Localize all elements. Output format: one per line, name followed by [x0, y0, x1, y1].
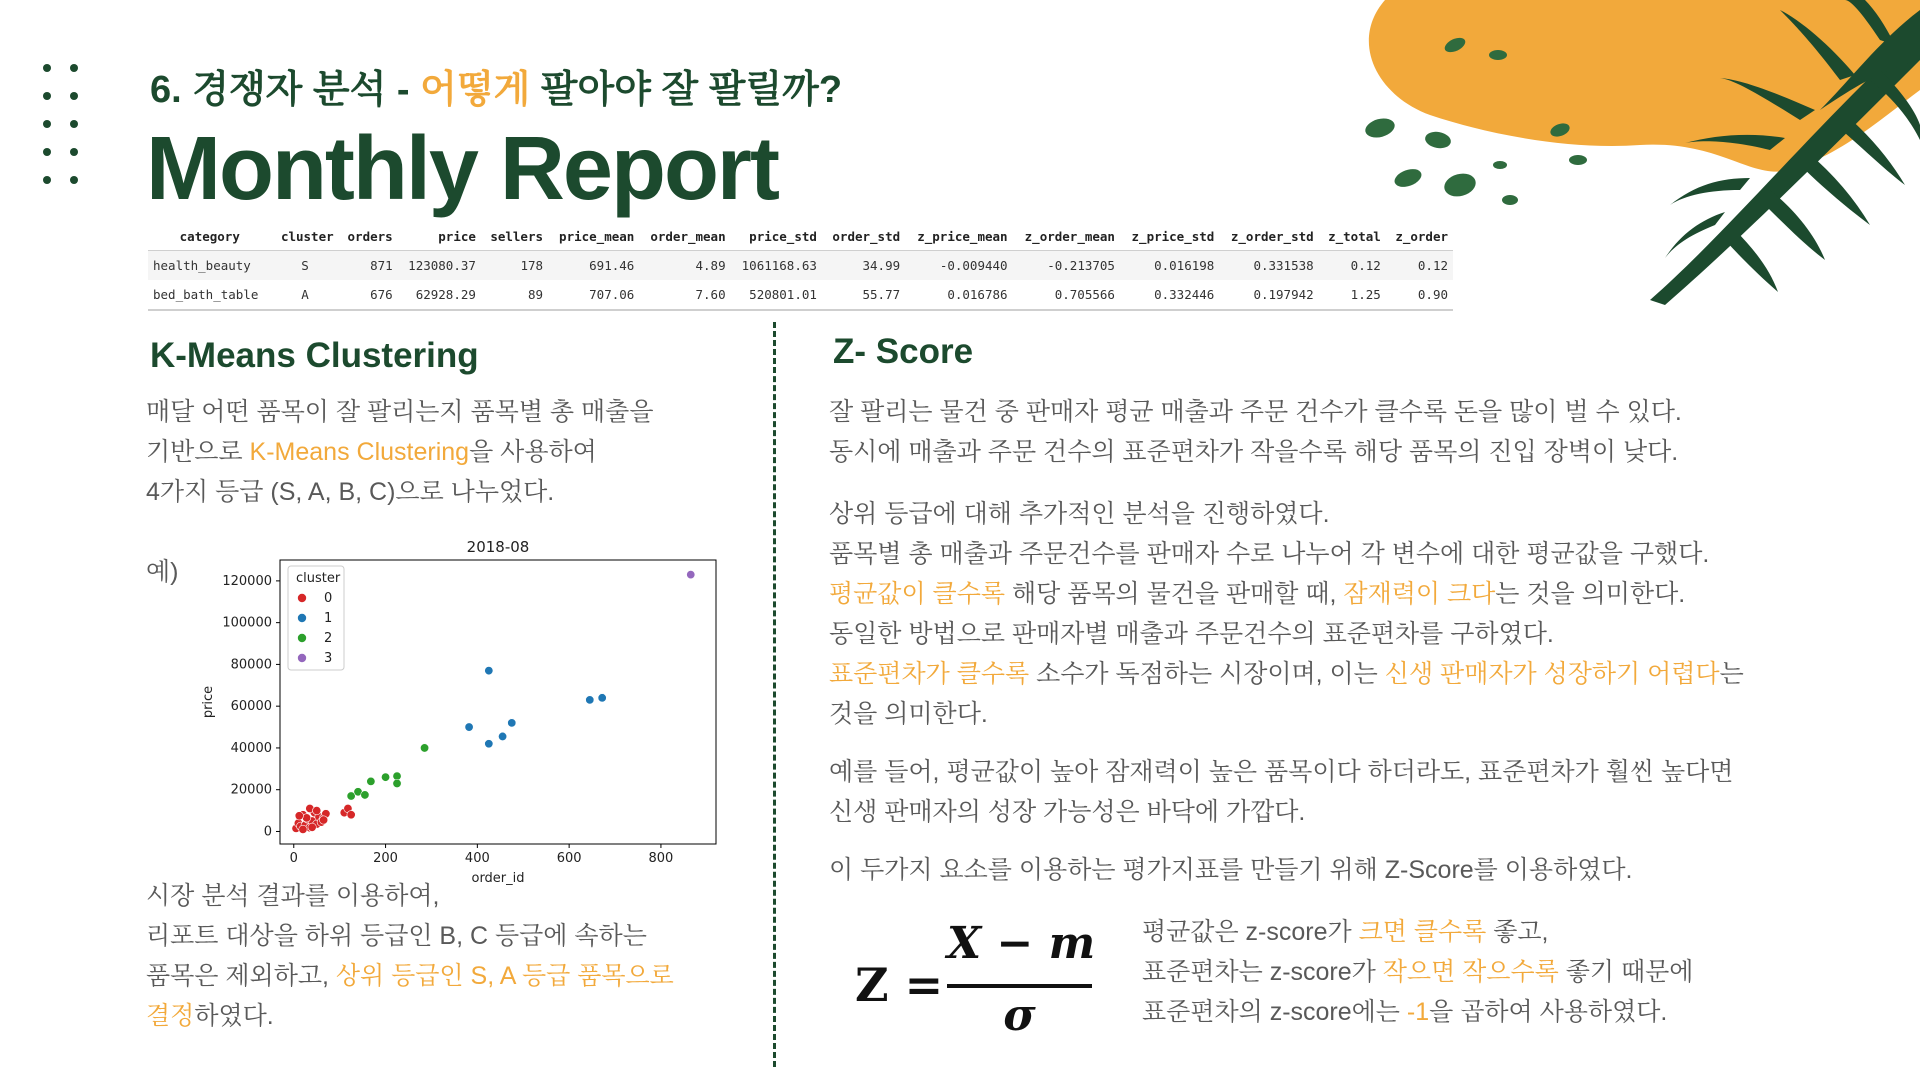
section-subtitle: 6. 경쟁자 분석 - 어떻게 팔아야 잘 팔릴까? [150, 69, 843, 111]
column-header: order_std [832, 229, 901, 245]
table-cell: bed_bath_table [153, 287, 259, 302]
y-tick-label: 20000 [230, 782, 272, 798]
formula-fraction-bar [947, 984, 1092, 988]
legend-marker [298, 594, 306, 602]
table-header-row [148, 224, 1453, 250]
x-tick-label: 200 [373, 851, 398, 866]
subtitle-highlight: 어떻게 [420, 69, 531, 111]
y-tick-label: 0 [263, 824, 272, 840]
table-row [148, 250, 1453, 280]
zscore-p4: 이 두가지 요소를 이용하는 평가지표를 만들기 위해 Z-Score를 이용하였다. [829, 856, 1633, 884]
table-cell: 0.331538 [1219, 250, 1318, 280]
column-header: price_std [749, 229, 817, 245]
table-cell: 7.60 [695, 287, 726, 302]
table-cell: -0.009440 [905, 250, 1012, 280]
y-tick-label: 80000 [230, 657, 272, 673]
data-point [465, 723, 473, 731]
table-cell: 676 [370, 287, 393, 302]
legend-label: 2 [324, 631, 333, 646]
plot-frame [280, 560, 716, 844]
kmeans-heading: K-Means Clustering [150, 336, 479, 375]
column-header: order_mean [650, 229, 726, 245]
formula-numerator: X − m [947, 918, 1096, 969]
legend-label: 0 [324, 591, 333, 606]
table-cell: 871 [339, 250, 398, 280]
data-point [347, 811, 355, 819]
legend-marker [298, 614, 306, 622]
data-point [498, 732, 506, 740]
data-point [361, 791, 369, 799]
table-cell: 62928.29 [415, 287, 476, 302]
column-header: sellers [490, 229, 544, 245]
data-point [485, 740, 493, 748]
column-header: z_price_std [1131, 229, 1215, 245]
column-header: z_price_mean [917, 229, 1008, 245]
x-tick-label: 600 [556, 851, 582, 866]
zscore-formula [855, 918, 1096, 1041]
data-point [687, 570, 695, 578]
column-header: z_order_std [1230, 229, 1314, 245]
column-header: cluster [280, 229, 334, 245]
y-tick-label: 100000 [222, 615, 272, 631]
table-cell: 1061168.63 [731, 250, 822, 280]
x-tick-label: 0 [289, 851, 298, 866]
formula-lhs: Z = [855, 958, 944, 1012]
page-title: Monthly Report [146, 119, 778, 219]
table-cell: 0.332446 [1154, 287, 1215, 302]
kmeans-conclusion: 시장 분석 결과를 이용하여, 리포트 대상을 하위 등급인 B, C 등급에 속하는 품목은 제외하고, 상위 등급인 S, A 등급 품목으로 결정하였다. [146, 882, 674, 1030]
table-cell: 0.197942 [1253, 287, 1314, 302]
table-cell: 89 [527, 287, 544, 302]
data-point [598, 694, 606, 702]
table-cell: 691.46 [548, 250, 639, 280]
zscore-p2: 상위 등급에 대해 추가적인 분석을 진행하였다. 품목별 총 매출과 주문건수를 판매자 수로 나누어 각 변수에 대한 평균값을 구했다. 평균값이 클수록 해당 품목의 물건을 판매할 때, 잠재력이 크다는 것을 의미한다. 동일한 방법으로 판매자별 매출과 주문건수의 표준편차를 구하였다. 표준편차가 클수록 소수가 독점하는 시장이며, 이는 신생 판매자가 성장하기 어렵다는 것을 의미한다. [829, 500, 1744, 728]
table-cell: 34.99 [822, 250, 905, 280]
y-tick-label: 40000 [230, 740, 272, 756]
cluster-scatter-chart [198, 534, 728, 890]
table-cell: 0.12 [1386, 250, 1453, 280]
data-point [393, 779, 401, 787]
example-label: 예) [146, 558, 179, 586]
table-cell: A [301, 287, 309, 302]
y-tick-label: 60000 [230, 699, 272, 715]
table-cell: 178 [481, 250, 548, 280]
data-point [508, 719, 516, 727]
column-header: z_total [1328, 229, 1381, 245]
x-tick-label: 800 [648, 851, 674, 866]
chart-title: 2018-08 [466, 538, 530, 556]
column-header: z_order_mean [1024, 229, 1115, 245]
table-cell: 520801.01 [749, 287, 817, 302]
x-tick-label: 400 [464, 851, 490, 866]
data-point [313, 806, 321, 814]
zscore-note: 평균값은 z-score가 크면 클수록 좋고, 표준편차는 z-score가 작으면 작으수록 좋기 때문에 표준편차의 z-score에는 -1을 곱하여 사용하였다. [1142, 918, 1694, 1026]
table-cell: 1.25 [1350, 287, 1381, 302]
y-tick-label: 120000 [222, 573, 272, 589]
data-point [485, 666, 493, 674]
table-cell: -0.213705 [1013, 250, 1120, 280]
column-header: orders [347, 229, 393, 245]
table-cell: 55.77 [862, 287, 901, 302]
table-cell: 0.016198 [1120, 250, 1219, 280]
table-row [148, 280, 1453, 310]
decorative-dots [40, 60, 90, 190]
zscore-p1: 잘 팔리는 물건 중 판매자 평균 매출과 주문 건수가 클수록 돈을 많이 벌 수 있다. 동시에 매출과 주문 건수의 표준편차가 작을수록 해당 품목의 진입 장벽이 낮다. [829, 398, 1682, 466]
data-point [586, 696, 594, 704]
data-point [367, 777, 375, 785]
zscore-heading: Z- Score [833, 332, 974, 371]
data-point [299, 825, 307, 833]
table-cell: 0.90 [1417, 287, 1448, 302]
legend-marker [298, 654, 306, 662]
y-axis-label: price [201, 685, 216, 719]
column-header: price_mean [559, 229, 635, 245]
column-header: category [179, 229, 240, 245]
x-axis-label: order_id [471, 871, 525, 886]
column-divider [773, 322, 776, 1067]
legend-marker [298, 634, 306, 642]
table-cell: 0.016786 [947, 287, 1008, 302]
table-cell: 0.12 [1319, 250, 1386, 280]
table-cell: 123080.37 [398, 250, 481, 280]
column-header: z_order [1395, 229, 1448, 245]
data-point [319, 816, 327, 824]
legend-label: 1 [324, 611, 333, 626]
table-cell: S [272, 250, 339, 280]
formula-denominator: σ [1003, 990, 1036, 1041]
zscore-p3: 예를 들어, 평균값이 높아 잠재력이 높은 품목이다 하더라도, 표준편차가 훨씬 높다면 신생 판매자의 성장 가능성은 바닥에 가깝다. [829, 758, 1734, 826]
column-header: price [438, 229, 476, 245]
table-cell: 0.705566 [1054, 287, 1115, 302]
data-point [308, 823, 316, 831]
data-point [420, 744, 428, 752]
table-cell: health_beauty [148, 250, 272, 280]
legend-title: cluster [296, 571, 341, 586]
kmeans-intro: 매달 어떤 품목이 잘 팔리는지 품목별 총 매출을 기반으로 K-Means Clustering을 사용하여 4가지 등급 (S, A, B, C)으로 나누었다. [146, 398, 654, 506]
legend-label: 3 [324, 651, 333, 666]
data-point [295, 812, 303, 820]
table-cell: 707.06 [589, 287, 635, 302]
cluster-table [148, 224, 1453, 311]
data-point [381, 773, 389, 781]
table-cell: 4.89 [639, 250, 730, 280]
